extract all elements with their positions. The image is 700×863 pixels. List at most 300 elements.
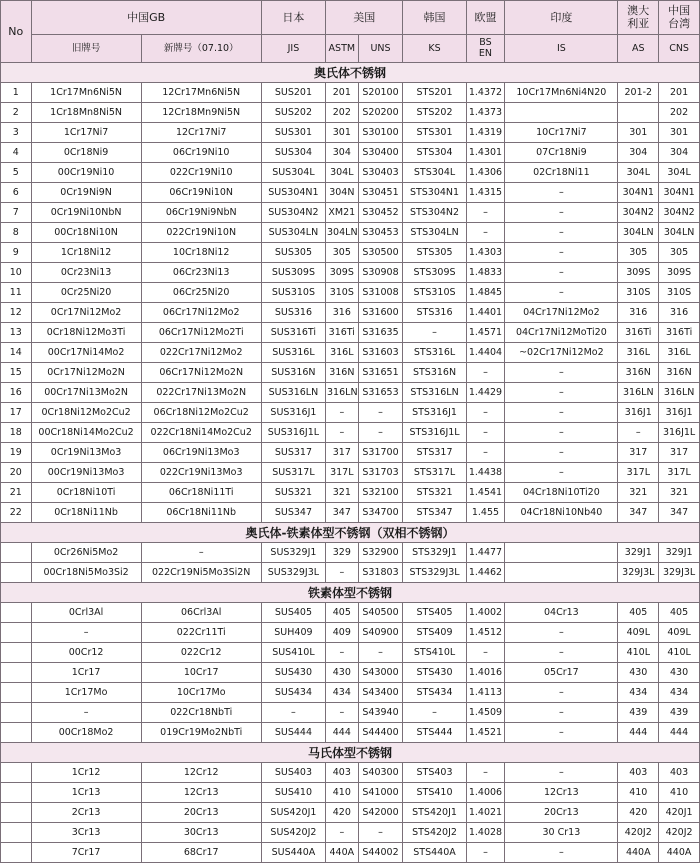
cell-uns: S43000: [358, 663, 403, 683]
header-new-grade: 新牌号（07.10）: [141, 35, 261, 63]
cell-cns: 304L: [659, 163, 700, 183]
cell-astm: 305: [326, 243, 359, 263]
cell-is: –: [505, 243, 618, 263]
cell-ks: STS316N: [403, 363, 466, 383]
cell-uns: S32100: [358, 483, 403, 503]
cell-jis: SUS440A: [261, 843, 325, 863]
cell-jis: SUS420J1: [261, 803, 325, 823]
header-is: IS: [505, 35, 618, 63]
cell-no: [1, 803, 32, 823]
cell-bs-en: 1.4315: [466, 183, 505, 203]
section-title: 奥氏体-铁素体型不锈钢（双相不锈钢）: [1, 523, 700, 543]
table-row: [1, 143, 700, 163]
cell-new-grade: 20Cr13: [141, 803, 261, 823]
cell-old-grade: 1Cr17Mo: [31, 683, 141, 703]
cell-bs-en: –: [466, 363, 505, 383]
cell-astm: –: [326, 823, 359, 843]
cell-as: 410: [618, 783, 659, 803]
cell-astm: –: [326, 423, 359, 443]
cell-new-grade: 022Cr19Ni13Mo3: [141, 463, 261, 483]
cell-uns: S30400: [358, 143, 403, 163]
cell-new-grade: 06Cr18Ni12Mo2Cu2: [141, 403, 261, 423]
cell-new-grade: 022Cr19Ni10: [141, 163, 261, 183]
cell-is: –: [505, 183, 618, 203]
header-eu: 欧盟: [466, 1, 505, 35]
cell-ks: STS301: [403, 123, 466, 143]
header-korea: 韩国: [403, 1, 466, 35]
cell-uns: S30452: [358, 203, 403, 223]
header-china-gb: 中国GB: [31, 1, 261, 35]
cell-uns: S30500: [358, 243, 403, 263]
cell-astm: 301: [326, 123, 359, 143]
cell-old-grade: 00Cr17Ni14Mo2: [31, 343, 141, 363]
cell-new-grade: 022Cr18NbTi: [141, 703, 261, 723]
cell-astm: –: [326, 643, 359, 663]
cell-cns: 316J1L: [659, 423, 700, 443]
cell-as: –: [618, 423, 659, 443]
cell-as: 316L: [618, 343, 659, 363]
cell-bs-en: 1.4301: [466, 143, 505, 163]
cell-cns: 316LN: [659, 383, 700, 403]
cell-new-grade: 022Cr11Ti: [141, 623, 261, 643]
table-row: [1, 223, 700, 243]
cell-jis: SUS316L: [261, 343, 325, 363]
cell-uns: –: [358, 403, 403, 423]
cell-is: 04Cr17Ni12MoTi20: [505, 323, 618, 343]
table-row: [1, 123, 700, 143]
cell-old-grade: 0Cr19Ni13Mo3: [31, 443, 141, 463]
cell-no: [1, 643, 32, 663]
cell-is: 30 Cr13: [505, 823, 618, 843]
cell-ks: STS316J1: [403, 403, 466, 423]
header-usa: 美国: [326, 1, 403, 35]
cell-is: –: [505, 383, 618, 403]
cell-jis: SUS317L: [261, 463, 325, 483]
cell-no: [1, 783, 32, 803]
cell-cns: 439: [659, 703, 700, 723]
header-australia-line2: 利亚: [627, 16, 650, 30]
table-row: [1, 563, 700, 583]
cell-as: 304N2: [618, 203, 659, 223]
table-row: [1, 763, 700, 783]
section-header-row: [1, 523, 700, 543]
cell-bs-en: 1.4438: [466, 463, 505, 483]
table-row: [1, 83, 700, 103]
cell-old-grade: 0Cr18Ni9: [31, 143, 141, 163]
cell-cns: 316Ti: [659, 323, 700, 343]
cell-jis: SUS316J1: [261, 403, 325, 423]
cell-is: [505, 543, 618, 563]
cell-no: 3: [1, 123, 32, 143]
cell-ks: STS317: [403, 443, 466, 463]
cell-uns: S31603: [358, 343, 403, 363]
cell-astm: 201: [326, 83, 359, 103]
cell-ks: STS304: [403, 143, 466, 163]
table-row: [1, 283, 700, 303]
cell-is: [505, 563, 618, 583]
cell-bs-en: 1.4372: [466, 83, 505, 103]
cell-no: 21: [1, 483, 32, 503]
cell-old-grade: 1Cr13: [31, 783, 141, 803]
cell-is: 10Cr17Mn6Ni4N20: [505, 83, 618, 103]
cell-bs-en: –: [466, 203, 505, 223]
cell-old-grade: 2Cr13: [31, 803, 141, 823]
cell-no: 5: [1, 163, 32, 183]
cell-cns: 410: [659, 783, 700, 803]
cell-uns: S31008: [358, 283, 403, 303]
table-row: [1, 343, 700, 363]
cell-jis: SUS444: [261, 723, 325, 743]
cell-bs-en: 1.455: [466, 503, 505, 523]
cell-is: ~02Cr17Ni12Mo2: [505, 343, 618, 363]
cell-old-grade: 00Cr18Mo2: [31, 723, 141, 743]
cell-new-grade: 06Cr17Ni12Mo2Ti: [141, 323, 261, 343]
cell-jis: SUS329J3L: [261, 563, 325, 583]
cell-cns: 405: [659, 603, 700, 623]
cell-as: 304LN: [618, 223, 659, 243]
cell-astm: 304N: [326, 183, 359, 203]
section-title: 奥氏体不锈钢: [1, 63, 700, 83]
cell-bs-en: 1.4002: [466, 603, 505, 623]
table-row: [1, 603, 700, 623]
cell-ks: STS434: [403, 683, 466, 703]
cell-no: 4: [1, 143, 32, 163]
cell-jis: SUS301: [261, 123, 325, 143]
cell-no: [1, 723, 32, 743]
cell-astm: 409: [326, 623, 359, 643]
cell-bs-en: 1.4113: [466, 683, 505, 703]
cell-new-grade: 10Cr18Ni12: [141, 243, 261, 263]
cell-ks: STS440A: [403, 843, 466, 863]
cell-new-grade: 06Cr18Ni11Nb: [141, 503, 261, 523]
cell-new-grade: 06Cr19Ni10: [141, 143, 261, 163]
cell-jis: SUS410L: [261, 643, 325, 663]
cell-cns: 301: [659, 123, 700, 143]
cell-ks: STS316LN: [403, 383, 466, 403]
cell-uns: S31803: [358, 563, 403, 583]
cell-bs-en: 1.4509: [466, 703, 505, 723]
cell-bs-en: 1.4521: [466, 723, 505, 743]
cell-uns: S31600: [358, 303, 403, 323]
cell-no: 11: [1, 283, 32, 303]
cell-no: 9: [1, 243, 32, 263]
cell-new-grade: 06Cr19Ni13Mo3: [141, 443, 261, 463]
cell-new-grade: 06Cr18Ni11Ti: [141, 483, 261, 503]
cell-jis: SUS316Ti: [261, 323, 325, 343]
cell-ks: STS316J1L: [403, 423, 466, 443]
cell-ks: STS405: [403, 603, 466, 623]
header-bs: BS: [479, 36, 492, 48]
table-row: [1, 623, 700, 643]
table-row: [1, 703, 700, 723]
cell-bs-en: 1.4845: [466, 283, 505, 303]
table-row: [1, 783, 700, 803]
header-australia: [618, 1, 659, 35]
cell-is: –: [505, 723, 618, 743]
cell-is: –: [505, 423, 618, 443]
cell-as: 316LN: [618, 383, 659, 403]
cell-is: [505, 103, 618, 123]
cell-jis: SUS347: [261, 503, 325, 523]
cell-uns: S44400: [358, 723, 403, 743]
cell-as: 430: [618, 663, 659, 683]
cell-uns: S30453: [358, 223, 403, 243]
table-row: [1, 503, 700, 523]
cell-astm: –: [326, 563, 359, 583]
cell-astm: 304L: [326, 163, 359, 183]
cell-new-grade: 68Cr17: [141, 843, 261, 863]
cell-jis: SUS405: [261, 603, 325, 623]
cell-cns: 317: [659, 443, 700, 463]
cell-no: 13: [1, 323, 32, 343]
cell-as: 329J1: [618, 543, 659, 563]
cell-as: 321: [618, 483, 659, 503]
cell-cns: 321: [659, 483, 700, 503]
cell-cns: 316N: [659, 363, 700, 383]
cell-bs-en: 1.4021: [466, 803, 505, 823]
cell-is: 04Cr18Ni10Nb40: [505, 503, 618, 523]
header-australia-line1: 澳大: [627, 3, 650, 17]
cell-ks: STS304N1: [403, 183, 466, 203]
cell-bs-en: 1.4833: [466, 263, 505, 283]
table-row: [1, 363, 700, 383]
cell-jis: SUS316N: [261, 363, 325, 383]
cell-as: 440A: [618, 843, 659, 863]
cell-new-grade: 12Cr12: [141, 763, 261, 783]
cell-old-grade: 00Cr17Ni13Mo2N: [31, 383, 141, 403]
cell-cns: 316L: [659, 343, 700, 363]
cell-ks: STS316L: [403, 343, 466, 363]
cell-old-grade: 0Cr18Ni10Ti: [31, 483, 141, 503]
cell-old-grade: 0Cr18Ni12Mo3Ti: [31, 323, 141, 343]
cell-as: [618, 103, 659, 123]
cell-uns: –: [358, 823, 403, 843]
cell-new-grade: 019Cr19Mo2NbTi: [141, 723, 261, 743]
cell-old-grade: 0Cr17Ni12Mo2N: [31, 363, 141, 383]
cell-old-grade: 0Cr19Ni9N: [31, 183, 141, 203]
cell-old-grade: 0Cr18Ni12Mo2Cu2: [31, 403, 141, 423]
cell-as: 316Ti: [618, 323, 659, 343]
cell-cns: 304N2: [659, 203, 700, 223]
header-japan: 日本: [261, 1, 325, 35]
cell-is: –: [505, 443, 618, 463]
cell-cns: 310S: [659, 283, 700, 303]
cell-new-grade: 06Cr23Ni13: [141, 263, 261, 283]
cell-jis: SUS321: [261, 483, 325, 503]
cell-as: 316N: [618, 363, 659, 383]
cell-ks: STS329J1: [403, 543, 466, 563]
cell-astm: –: [326, 703, 359, 723]
cell-bs-en: –: [466, 643, 505, 663]
cell-no: [1, 703, 32, 723]
cell-jis: SUS420J2: [261, 823, 325, 843]
cell-ks: STS304LN: [403, 223, 466, 243]
table-row: [1, 263, 700, 283]
cell-astm: 444: [326, 723, 359, 743]
table-row: [1, 203, 700, 223]
cell-old-grade: 00Cr18Ni14Mo2Cu2: [31, 423, 141, 443]
cell-as: 403: [618, 763, 659, 783]
cell-uns: S30100: [358, 123, 403, 143]
cell-as: 329J3L: [618, 563, 659, 583]
cell-old-grade: 0Cr25Ni20: [31, 283, 141, 303]
cell-uns: S31651: [358, 363, 403, 383]
cell-bs-en: 1.4319: [466, 123, 505, 143]
cell-bs-en: 1.4404: [466, 343, 505, 363]
section-title: 马氏体型不锈钢: [1, 743, 700, 763]
cell-bs-en: 1.4477: [466, 543, 505, 563]
header-taiwan-line1: 中国: [668, 3, 691, 17]
cell-astm: 347: [326, 503, 359, 523]
cell-jis: SUS304N1: [261, 183, 325, 203]
cell-no: 16: [1, 383, 32, 403]
cell-jis: SUS304: [261, 143, 325, 163]
cell-cns: 329J1: [659, 543, 700, 563]
cell-as: 304: [618, 143, 659, 163]
cell-no: 12: [1, 303, 32, 323]
cell-no: 8: [1, 223, 32, 243]
header-cns: CNS: [659, 35, 700, 63]
cell-is: 02Cr18Ni11: [505, 163, 618, 183]
table-row: [1, 723, 700, 743]
cell-is: –: [505, 623, 618, 643]
cell-as: 434: [618, 683, 659, 703]
cell-cns: 329J3L: [659, 563, 700, 583]
cell-no: [1, 683, 32, 703]
cell-uns: S40300: [358, 763, 403, 783]
cell-jis: SUS304N2: [261, 203, 325, 223]
cell-astm: 440A: [326, 843, 359, 863]
cell-as: 405: [618, 603, 659, 623]
cell-old-grade: 1Cr17: [31, 663, 141, 683]
cell-is: 05Cr17: [505, 663, 618, 683]
cell-as: 201-2: [618, 83, 659, 103]
cell-ks: STS304L: [403, 163, 466, 183]
cell-bs-en: –: [466, 843, 505, 863]
cell-uns: S31653: [358, 383, 403, 403]
table-row: [1, 663, 700, 683]
cell-new-grade: 06Cr19Ni9NbN: [141, 203, 261, 223]
cell-old-grade: –: [31, 623, 141, 643]
cell-as: 301: [618, 123, 659, 143]
table-row: [1, 443, 700, 463]
cell-ks: STS317L: [403, 463, 466, 483]
table-row: [1, 543, 700, 563]
cell-astm: 310S: [326, 283, 359, 303]
cell-cns: 420J1: [659, 803, 700, 823]
cell-old-grade: 0Cr19Ni10NbN: [31, 203, 141, 223]
cell-new-grade: 06Crl3Al: [141, 603, 261, 623]
header-astm: ASTM: [326, 35, 359, 63]
cell-as: 310S: [618, 283, 659, 303]
cell-astm: 410: [326, 783, 359, 803]
cell-no: 7: [1, 203, 32, 223]
cell-old-grade: 3Cr13: [31, 823, 141, 843]
cell-no: [1, 623, 32, 643]
cell-uns: S34700: [358, 503, 403, 523]
cell-uns: S43940: [358, 703, 403, 723]
cell-ks: STS430: [403, 663, 466, 683]
cell-is: –: [505, 683, 618, 703]
cell-jis: SUS201: [261, 83, 325, 103]
header-ks: KS: [403, 35, 466, 63]
cell-uns: S40900: [358, 623, 403, 643]
cell-is: –: [505, 403, 618, 423]
cell-uns: S43400: [358, 683, 403, 703]
cell-astm: 434: [326, 683, 359, 703]
cell-as: 410L: [618, 643, 659, 663]
cell-is: –: [505, 363, 618, 383]
table-row: [1, 423, 700, 443]
cell-uns: S30908: [358, 263, 403, 283]
cell-ks: STS410: [403, 783, 466, 803]
cell-is: –: [505, 643, 618, 663]
cell-uns: S40500: [358, 603, 403, 623]
table-row: [1, 843, 700, 863]
cell-new-grade: 022Cr12: [141, 643, 261, 663]
cell-old-grade: 1Cr12: [31, 763, 141, 783]
cell-ks: STS309S: [403, 263, 466, 283]
cell-ks: STS410L: [403, 643, 466, 663]
header-old-grade: 旧牌号: [31, 35, 141, 63]
cell-no: [1, 823, 32, 843]
cell-as: 316: [618, 303, 659, 323]
cell-cns: 410L: [659, 643, 700, 663]
cell-cns: 440A: [659, 843, 700, 863]
cell-is: 12Cr13: [505, 783, 618, 803]
cell-cns: 309S: [659, 263, 700, 283]
cell-uns: S30403: [358, 163, 403, 183]
cell-old-grade: 00Cr12: [31, 643, 141, 663]
cell-cns: 403: [659, 763, 700, 783]
cell-no: [1, 663, 32, 683]
cell-is: –: [505, 763, 618, 783]
cell-no: [1, 543, 32, 563]
table-row: [1, 463, 700, 483]
cell-ks: STS201: [403, 83, 466, 103]
table-row: [1, 643, 700, 663]
cell-astm: 317: [326, 443, 359, 463]
section-header-row: [1, 743, 700, 763]
cell-is: –: [505, 203, 618, 223]
cell-cns: 409L: [659, 623, 700, 643]
header-taiwan: [659, 1, 700, 35]
cell-new-grade: 06Cr19Ni10N: [141, 183, 261, 203]
cell-old-grade: 00Cr19Ni13Mo3: [31, 463, 141, 483]
cell-astm: 316N: [326, 363, 359, 383]
cell-ks: STS444: [403, 723, 466, 743]
cell-cns: 201: [659, 83, 700, 103]
header-taiwan-line2: 台湾: [668, 16, 691, 30]
cell-uns: S41000: [358, 783, 403, 803]
cell-cns: 317L: [659, 463, 700, 483]
cell-uns: S20200: [358, 103, 403, 123]
cell-bs-en: 1.4512: [466, 623, 505, 643]
cell-bs-en: –: [466, 223, 505, 243]
table-row: [1, 403, 700, 423]
cell-no: [1, 763, 32, 783]
cell-as: 444: [618, 723, 659, 743]
header-bs-en: [466, 35, 505, 63]
cell-old-grade: 1Cr17Ni7: [31, 123, 141, 143]
cell-is: 04Cr13: [505, 603, 618, 623]
cell-no: 22: [1, 503, 32, 523]
cell-new-grade: 12Cr17Mn6Ni5N: [141, 83, 261, 103]
cell-no: [1, 843, 32, 863]
cell-new-grade: 12Cr18Mn9Ni5N: [141, 103, 261, 123]
cell-old-grade: 0Cr26Ni5Mo2: [31, 543, 141, 563]
cell-is: –: [505, 223, 618, 243]
